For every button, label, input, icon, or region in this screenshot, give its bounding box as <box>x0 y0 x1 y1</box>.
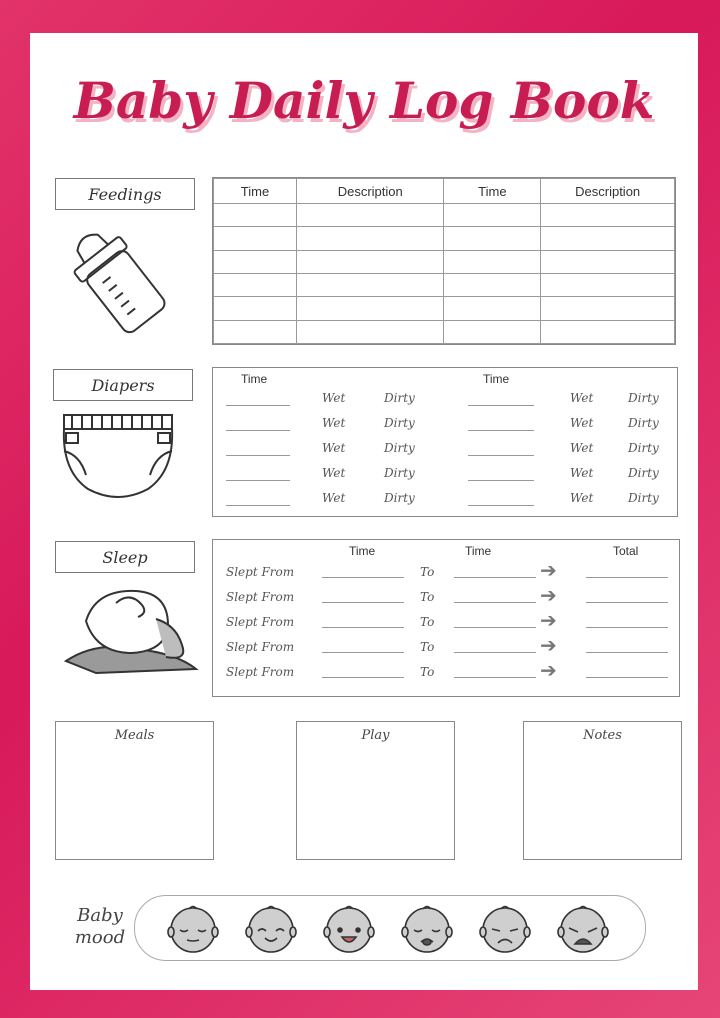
sleeping-baby-icon <box>56 581 202 681</box>
right-arrow-icon: ➔ <box>540 610 557 632</box>
feedings-header-time: Time <box>214 179 297 204</box>
table-row <box>214 227 675 250</box>
crying-face-icon[interactable] <box>555 900 611 956</box>
diaper-dirty-option[interactable]: Dirty <box>628 416 659 430</box>
sleep-to-label: To <box>420 590 435 604</box>
diaper-time-line-left[interactable] <box>226 405 290 406</box>
diaper-dirty-option[interactable]: Dirty <box>628 491 659 505</box>
sleep-total-line[interactable] <box>586 602 668 603</box>
page-title: Baby Daily Log Book <box>73 71 655 130</box>
diapers-time-header: Time <box>483 372 510 386</box>
sleep-from-line[interactable] <box>322 577 404 578</box>
sleep-to-label: To <box>420 615 435 629</box>
sleep-from-line[interactable] <box>322 627 404 628</box>
sleep-label: Sleep <box>55 541 195 573</box>
diaper-wet-option[interactable]: Wet <box>570 491 594 505</box>
sleep-total-header: Total <box>613 544 639 558</box>
right-arrow-icon: ➔ <box>540 660 557 682</box>
sleep-to-label: To <box>420 640 435 654</box>
right-arrow-icon: ➔ <box>540 635 557 657</box>
sleep-slept-from-label: Slept From <box>226 615 295 629</box>
sleep-to-line[interactable] <box>454 627 536 628</box>
sleep-slept-from-label: Slept From <box>226 665 295 679</box>
diapers-time-header: Time <box>241 372 268 386</box>
diaper-time-line-right[interactable] <box>468 405 534 406</box>
sleep-total-line[interactable] <box>586 677 668 678</box>
diaper-dirty-option[interactable]: Dirty <box>384 491 415 505</box>
feedings-header-time: Time <box>444 179 541 204</box>
diaper-wet-option[interactable]: Wet <box>322 491 346 505</box>
diaper-wet-option[interactable]: Wet <box>570 416 594 430</box>
sad-face-icon[interactable] <box>399 900 455 956</box>
diaper-wet-option[interactable]: Wet <box>322 391 346 405</box>
diapers-label: Diapers <box>53 369 193 401</box>
sleep-from-line[interactable] <box>322 677 404 678</box>
feedings-header-description: Description <box>541 179 675 204</box>
log-page <box>30 33 698 990</box>
sleep-total-line[interactable] <box>586 577 668 578</box>
notes-box[interactable] <box>523 721 682 860</box>
diaper-dirty-option[interactable]: Dirty <box>628 441 659 455</box>
diaper-dirty-option[interactable]: Dirty <box>384 466 415 480</box>
diaper-time-line-right[interactable] <box>468 430 534 431</box>
feedings-table-box <box>212 177 676 345</box>
meals-label: Meals <box>114 728 155 743</box>
right-arrow-icon: ➔ <box>540 560 557 582</box>
diaper-wet-option[interactable]: Wet <box>570 391 594 405</box>
sleep-total-line[interactable] <box>586 627 668 628</box>
sleep-to-label: To <box>420 565 435 579</box>
diaper-dirty-option[interactable]: Dirty <box>628 466 659 480</box>
content-face-icon[interactable] <box>243 900 299 956</box>
sleep-to-line[interactable] <box>454 577 536 578</box>
table-row <box>214 204 675 227</box>
sleep-from-line[interactable] <box>322 602 404 603</box>
table-row <box>214 273 675 296</box>
diaper-time-line-right[interactable] <box>468 455 534 456</box>
diapers-box <box>212 367 678 517</box>
sleep-to-line[interactable] <box>454 677 536 678</box>
sleep-total-line[interactable] <box>586 652 668 653</box>
meals-box[interactable] <box>55 721 214 860</box>
sleep-to-line[interactable] <box>454 602 536 603</box>
diaper-icon <box>58 411 178 506</box>
feedings-header-description: Description <box>296 179 444 204</box>
sleep-slept-from-label: Slept From <box>226 590 295 604</box>
notes-label: Notes <box>583 728 622 743</box>
diaper-dirty-option[interactable]: Dirty <box>384 391 415 405</box>
sleep-to-line[interactable] <box>454 652 536 653</box>
table-row <box>214 320 675 343</box>
baby-bottle-icon <box>52 218 184 338</box>
right-arrow-icon: ➔ <box>540 585 557 607</box>
play-label: Play <box>361 728 390 743</box>
diaper-wet-option[interactable]: Wet <box>322 416 346 430</box>
diaper-dirty-option[interactable]: Dirty <box>384 416 415 430</box>
feedings-label: Feedings <box>55 178 195 210</box>
diaper-time-line-left[interactable] <box>226 430 290 431</box>
diaper-time-line-right[interactable] <box>468 505 534 506</box>
diaper-time-line-right[interactable] <box>468 480 534 481</box>
diaper-wet-option[interactable]: Wet <box>322 441 346 455</box>
diaper-dirty-option[interactable]: Dirty <box>628 391 659 405</box>
diaper-wet-option[interactable]: Wet <box>570 466 594 480</box>
diaper-dirty-option[interactable]: Dirty <box>384 441 415 455</box>
sleep-slept-from-label: Slept From <box>226 565 295 579</box>
diaper-wet-option[interactable]: Wet <box>322 466 346 480</box>
feedings-table <box>213 178 675 344</box>
baby-mood-label: Baby mood <box>74 905 126 948</box>
sleep-time-header: Time <box>465 544 492 558</box>
table-row <box>214 297 675 320</box>
diaper-time-line-left[interactable] <box>226 455 290 456</box>
sleepy-face-icon[interactable] <box>165 900 221 956</box>
table-row <box>214 250 675 273</box>
sleep-to-label: To <box>420 665 435 679</box>
sleep-time-header: Time <box>349 544 376 558</box>
diaper-time-line-left[interactable] <box>226 505 290 506</box>
sleep-slept-from-label: Slept From <box>226 640 295 654</box>
upset-face-icon[interactable] <box>477 900 533 956</box>
happy-face-icon[interactable] <box>321 900 377 956</box>
play-box[interactable] <box>296 721 455 860</box>
sleep-from-line[interactable] <box>322 652 404 653</box>
diaper-wet-option[interactable]: Wet <box>570 441 594 455</box>
diaper-time-line-left[interactable] <box>226 480 290 481</box>
mood-selector <box>134 895 646 961</box>
